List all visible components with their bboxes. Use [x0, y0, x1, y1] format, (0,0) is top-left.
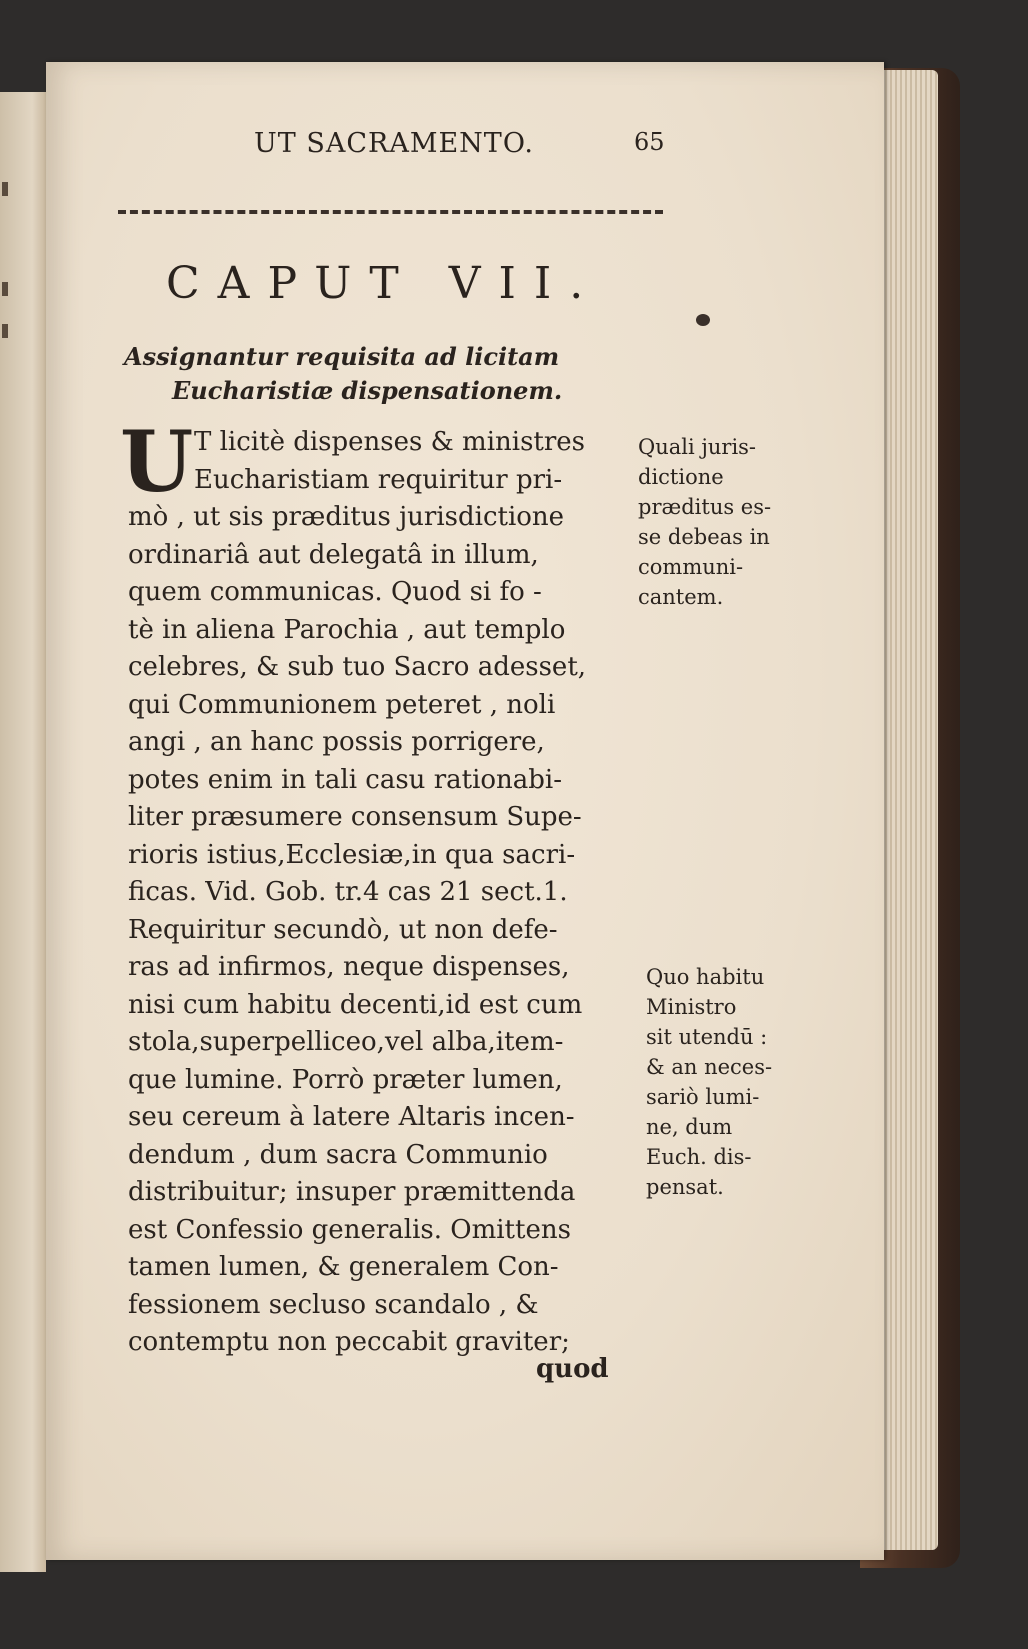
text-line: ficas. Vid. Gob. tr.4 cas 21 sect.1. [128, 877, 568, 907]
text-line: fessionem secluso scandalo , & [128, 1289, 539, 1320]
margin-note-line: Quo habitu [646, 965, 765, 989]
drop-capital: U [120, 412, 194, 511]
margin-note [646, 962, 796, 1202]
facing-page-edge [0, 92, 46, 1572]
text-line: potes enim in tali casu rationabi- [128, 764, 563, 795]
margin-note-line: præditus es- [638, 495, 772, 519]
facing-page-ink-mark [2, 282, 8, 296]
text-line: tamen lumen, & generalem Con- [128, 1252, 559, 1282]
summary-line: Assignantur requisita ad licitam [124, 342, 560, 371]
chapter-title: CAPUT VII. [166, 258, 602, 309]
running-title: UT SACRAMENTO. [254, 128, 534, 159]
text-line: Requiritur secundò, ut non defe- [128, 914, 558, 945]
margin-note-line: ne, dum [646, 1115, 733, 1139]
margin-note-line: cantem. [638, 585, 724, 609]
margin-note-line: dictione [638, 465, 724, 489]
book-page [46, 62, 884, 1560]
text-line: dendum , dum sacra Communio [128, 1139, 548, 1170]
catchword: quod [536, 1354, 609, 1384]
text-line: nisi cum habitu decenti,id est cum [128, 989, 583, 1020]
text-line: liter præsumere consensum Supe- [128, 802, 582, 832]
summary-line: Eucharistiæ dispensationem. [172, 376, 563, 405]
margin-note-line: Quali juris- [638, 435, 757, 459]
text-line: seu cereum à latere Altaris incen- [128, 1102, 575, 1132]
body-text [128, 424, 656, 1362]
margin-note-line: se debeas in [638, 525, 770, 549]
text-line: rioris istius,Ecclesiæ,in qua sacri- [128, 839, 576, 870]
text-line: qui Communionem peteret , noli [128, 689, 556, 720]
margin-note-line: communi- [638, 555, 744, 579]
text-line: est Confessio generalis. Omittens [128, 1214, 571, 1245]
margin-note-line: Ministro [646, 995, 737, 1019]
facing-page-ink-mark [2, 324, 8, 338]
margin-note-line: Euch. dis- [646, 1145, 752, 1169]
page-number: 65 [634, 128, 665, 156]
text-line: angi , an hanc possis porrigere, [128, 727, 545, 757]
text-line: distribuitur; insuper præmittenda [128, 1177, 576, 1207]
chapter-summary [124, 340, 684, 408]
margin-note [638, 432, 788, 612]
margin-note-line: sit utendū : [646, 1025, 768, 1049]
text-line: ras ad infirmos, neque dispenses, [128, 952, 570, 982]
text-line: Eucharistiam requiritur pri- [194, 464, 563, 495]
ink-speck [696, 314, 710, 326]
text-line: celebres, & sub tuo Sacro adesset, [128, 652, 587, 682]
margin-note-line: & an neces- [646, 1055, 773, 1079]
text-line: ordinariâ aut delegatâ in illum, [128, 539, 539, 570]
text-line: T licitè dispenses & ministres [194, 427, 586, 457]
text-line: tè in aliena Parochia , aut templo [128, 614, 566, 645]
margin-note-line: pensat. [646, 1175, 724, 1199]
margin-note-line: sariò lumi- [646, 1085, 760, 1109]
text-line: stola,superpelliceo,vel alba,item- [128, 1027, 564, 1057]
text-line: quem communicas. Quod si fo - [128, 577, 542, 607]
header-rule [118, 210, 663, 214]
page-header [196, 128, 666, 172]
text-line: contemptu non peccabit graviter; [128, 1327, 570, 1357]
facing-page-ink-mark [2, 182, 8, 196]
text-line: mò , ut sis præditus jurisdictione [128, 502, 565, 532]
text-line: que lumine. Porrò præter lumen, [128, 1064, 563, 1095]
